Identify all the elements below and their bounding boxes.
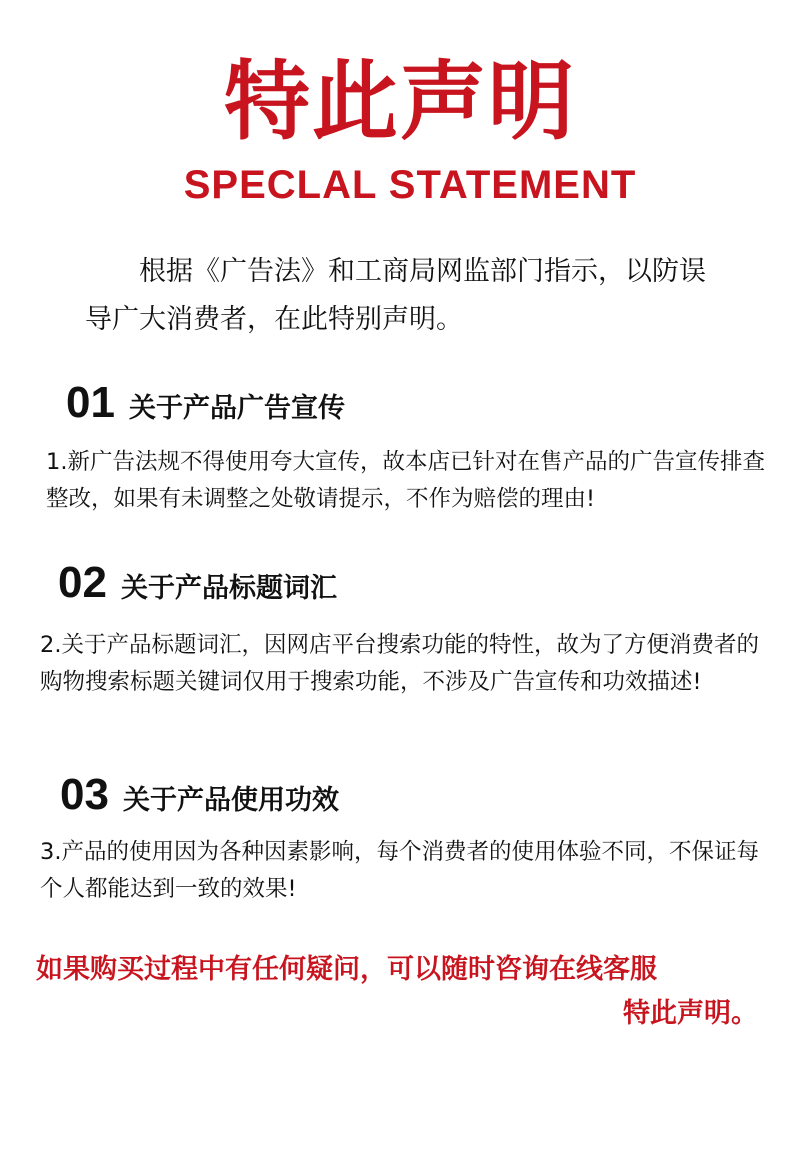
closing-note bbox=[36, 948, 758, 1036]
page-title: 特此声明 bbox=[224, 52, 576, 152]
section-1-title: 关于产品广告宣传 bbox=[128, 393, 345, 424]
section-3-title: 关于产品使用功效 bbox=[122, 785, 339, 816]
section-3-body: 3.产品的使用因为各种因素影响，每个消费者的使用体验不同，不保证每个人都能达到一致的效果! bbox=[40, 839, 759, 902]
section-1-heading bbox=[66, 378, 345, 428]
section-1-number: 01 bbox=[66, 378, 115, 427]
closing-line-2: 特此声明。 bbox=[623, 998, 758, 1029]
section-3-heading bbox=[60, 770, 339, 820]
section-2-body: 2.关于产品标题词汇，因网店平台搜索功能的特性，故为了方便消费者的购物搜索标题关键词仅用于搜索功能，不涉及广告宣传和功效描述! bbox=[40, 632, 759, 695]
section-3-number: 03 bbox=[60, 770, 109, 819]
section-2-number: 02 bbox=[58, 558, 107, 607]
page-subtitle: SPECLAL STATEMENT bbox=[183, 163, 637, 207]
intro-paragraph: 根据《广告法》和工商局网监部门指示，以防误导广大消费者，在此特别声明。 bbox=[85, 256, 706, 335]
closing-line-1: 如果购买过程中有任何疑问，可以随时咨询在线客服 bbox=[36, 954, 657, 985]
section-2-title: 关于产品标题词汇 bbox=[120, 573, 337, 604]
section-2-heading bbox=[58, 558, 337, 608]
section-1-body: 1.新广告法规不得使用夸大宣传，故本店已针对在售产品的广告宣传排查整改，如果有未调整之处敬请提示，不作为赔偿的理由! bbox=[46, 449, 765, 512]
